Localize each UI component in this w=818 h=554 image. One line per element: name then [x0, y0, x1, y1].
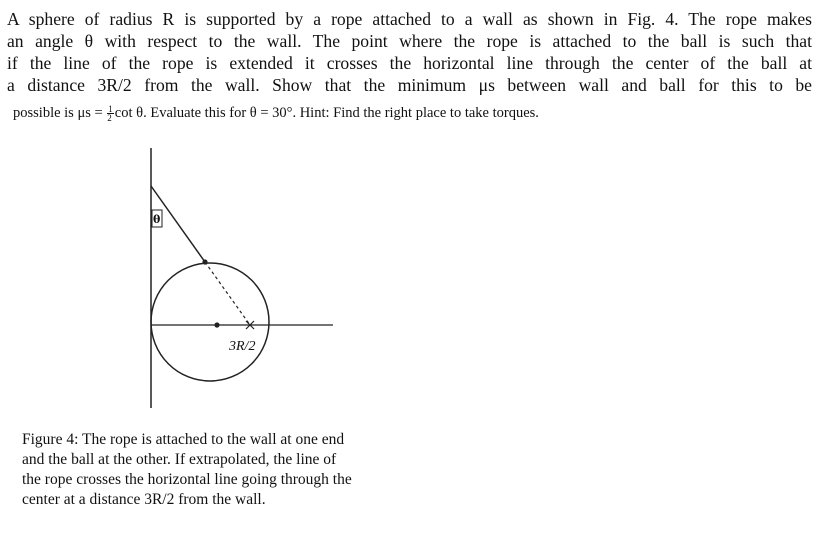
- caption-line-3: the rope crosses the horizontal line going through the: [22, 471, 352, 488]
- rope-extension-dashed: [205, 262, 250, 325]
- ball-center-point: [214, 322, 219, 327]
- figure-sphere-rope-wall: [140, 140, 350, 415]
- sphere: [151, 263, 269, 381]
- problem-line-3: if the line of the rope is extended it crosses the horizontal line through the center of the ball at: [7, 53, 812, 73]
- rope-attachment-point: [202, 259, 207, 264]
- problem-line-5-pre: possible is μs =: [13, 105, 107, 121]
- problem-line-5-post: cot θ. Evaluate this for θ = 30°. Hint: Find the right place to take torques.: [114, 105, 539, 121]
- problem-statement: [7, 8, 812, 124]
- problem-line-5: [7, 102, 812, 124]
- caption-line-4: center at a distance 3R/2 from the wall.: [22, 491, 266, 508]
- problem-line-1: A sphere of radius R is supported by a rope attached to a wall as shown in Fig. 4. The rope makes: [7, 9, 812, 29]
- caption-line-2: and the ball at the other. If extrapolated, the line of: [22, 451, 337, 468]
- distance-label: 3R/2: [229, 339, 256, 354]
- figure-caption: [22, 430, 422, 510]
- fraction-denominator: 2: [107, 113, 112, 124]
- theta-label: θ: [153, 213, 161, 226]
- caption-line-1: Figure 4: The rope is attached to the wall at one end: [22, 431, 345, 448]
- fraction-numerator: 1: [108, 104, 113, 115]
- problem-line-2: an angle θ with respect to the wall. The point where the rope is attached to the ball is such that: [7, 31, 812, 51]
- problem-line-4: a distance 3R/2 from the wall. Show that the minimum μs between wall and ball for this to be: [7, 75, 812, 95]
- fraction-one-half: [107, 105, 114, 122]
